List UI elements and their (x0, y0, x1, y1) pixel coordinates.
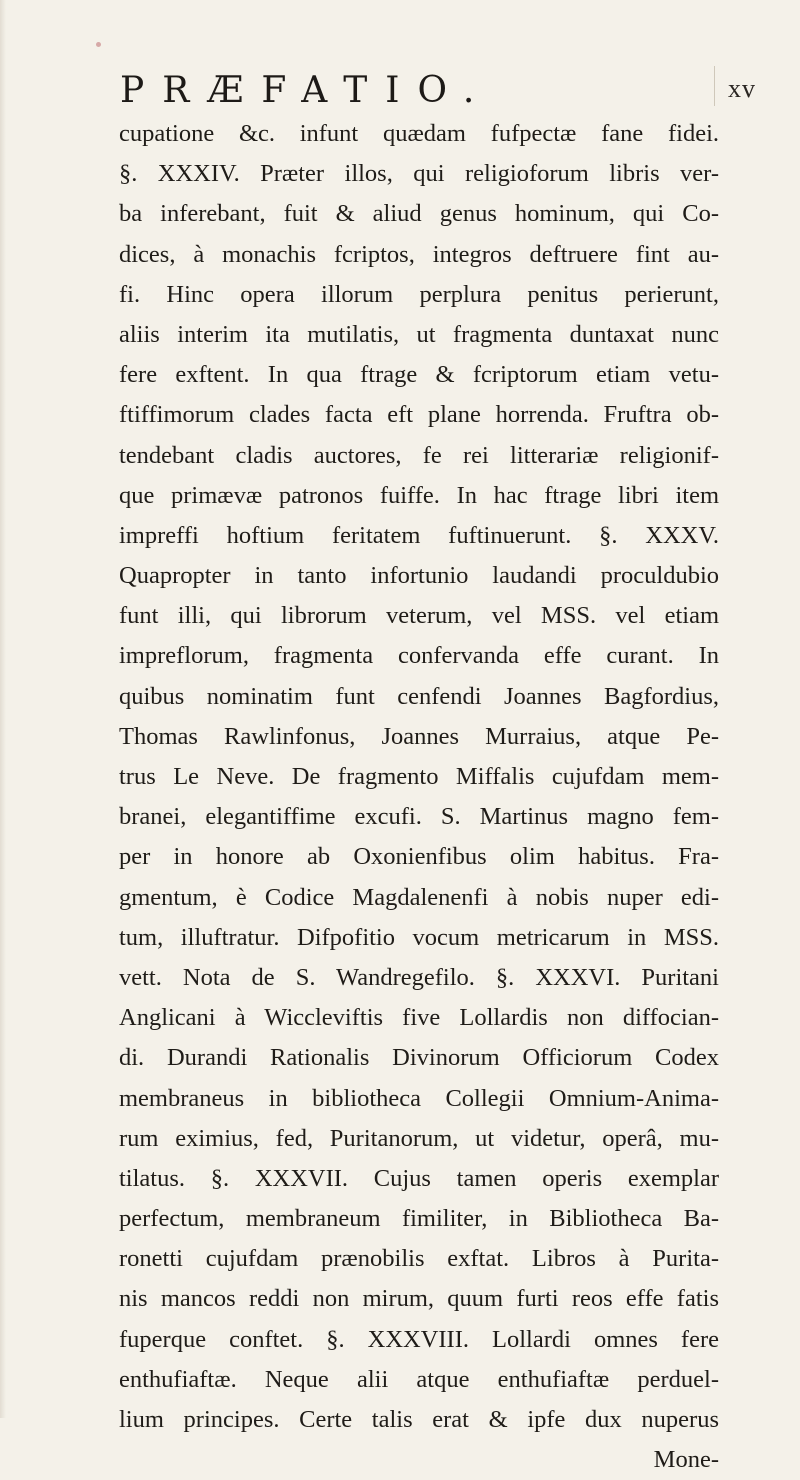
text-line: Quapropter in tanto infortunio laudandi proculdubio (119, 562, 719, 590)
text-line: que primævæ patronos fuiffe. In hac ftrage libri item (119, 481, 719, 509)
text-line: lium principes. Certe talis erat & ipfe dux nuperus (119, 1406, 719, 1433)
text-line: gmentum, è Codice Magdalenenfi à nobis nuper edi- (119, 883, 719, 911)
text-line: membraneus in bibliotheca Collegii Omnium-Anima- (119, 1084, 719, 1112)
catchword: Mone- (653, 1446, 719, 1474)
page-edge-shadow (0, 0, 6, 1418)
text-line: ba inferebant, fuit & aliud genus hominum, qui Co- (119, 200, 719, 228)
text-line: impreffi hoftium feritatem fuftinuerunt. §. XXXV. (119, 521, 719, 549)
margin-rule (714, 66, 715, 106)
text-line: quibus nominatim funt cenfendi Joannes Bagfordius, (119, 682, 719, 710)
body-text (119, 114, 719, 1480)
text-line: Anglicani à Wiccleviftis five Lollardis non diffocian- (119, 1004, 719, 1032)
text-line: funt illi, qui librorum veterum, vel MSS. vel etiam (119, 602, 719, 630)
text-line: §. XXXIV. Præter illos, qui religioforum libris ver- (119, 160, 719, 188)
text-line: tum, illuftratur. Difpofitio vocum metricarum in MSS. (119, 923, 719, 951)
text-line: enthufiaftæ. Neque alii atque enthufiaftæ perduel- (119, 1365, 719, 1393)
running-head-title: PRÆFATIO. (120, 70, 493, 111)
text-line: impreflorum, fragmenta confervanda effe curant. In (119, 642, 719, 670)
text-line: ftiffimorum clades facta eft plane horrenda. Fruftra ob- (119, 401, 719, 429)
text-line: tendebant cladis auctores, fe rei litterariæ religionif- (119, 441, 719, 469)
text-line: rum eximius, fed, Puritanorum, ut videtur, operâ, mu- (119, 1124, 719, 1152)
text-line: ronetti cujufdam prænobilis exftat. Libros à Purita- (119, 1245, 719, 1273)
text-line: fi. Hinc opera illorum perplura penitus perierunt, (119, 280, 719, 308)
text-line: cupatione &c. infunt quædam fufpectæ fane fidei. (119, 120, 719, 147)
text-line: perfectum, membraneum fimiliter, in Bibliotheca Ba- (119, 1205, 719, 1233)
text-line: vett. Nota de S. Wandregefilo. §. XXXVI. Puritani (119, 963, 719, 991)
text-line: nis mancos reddi non mirum, quum furti reos effe fatis (119, 1285, 719, 1313)
page-number: xv (728, 74, 756, 103)
text-line: aliis interim ita mutilatis, ut fragmenta duntaxat nunc (119, 320, 719, 348)
text-line: fuperque conftet. §. XXXVIII. Lollardi omnes fere (119, 1325, 719, 1353)
text-line: trus Le Neve. De fragmento Miffalis cujufdam mem- (119, 763, 719, 790)
text-line: di. Durandi Rationalis Divinorum Officiorum Codex (119, 1044, 719, 1072)
text-line: fere exftent. In qua ftrage & fcriptorum etiam vetu- (119, 361, 719, 389)
text-line: tilatus. §. XXXVII. Cujus tamen operis exemplar (119, 1164, 719, 1192)
text-line: per in honore ab Oxonienfibus olim habitus. Fra- (119, 843, 719, 871)
text-line: branei, elegantiffime excufi. S. Martinus magno fem- (119, 803, 719, 831)
text-line: Thomas Rawlinfonus, Joannes Murraius, atque Pe- (119, 722, 719, 750)
ink-speck (96, 42, 101, 47)
text-line: dices, à monachis fcriptos, integros deftruere fint au- (119, 240, 719, 268)
